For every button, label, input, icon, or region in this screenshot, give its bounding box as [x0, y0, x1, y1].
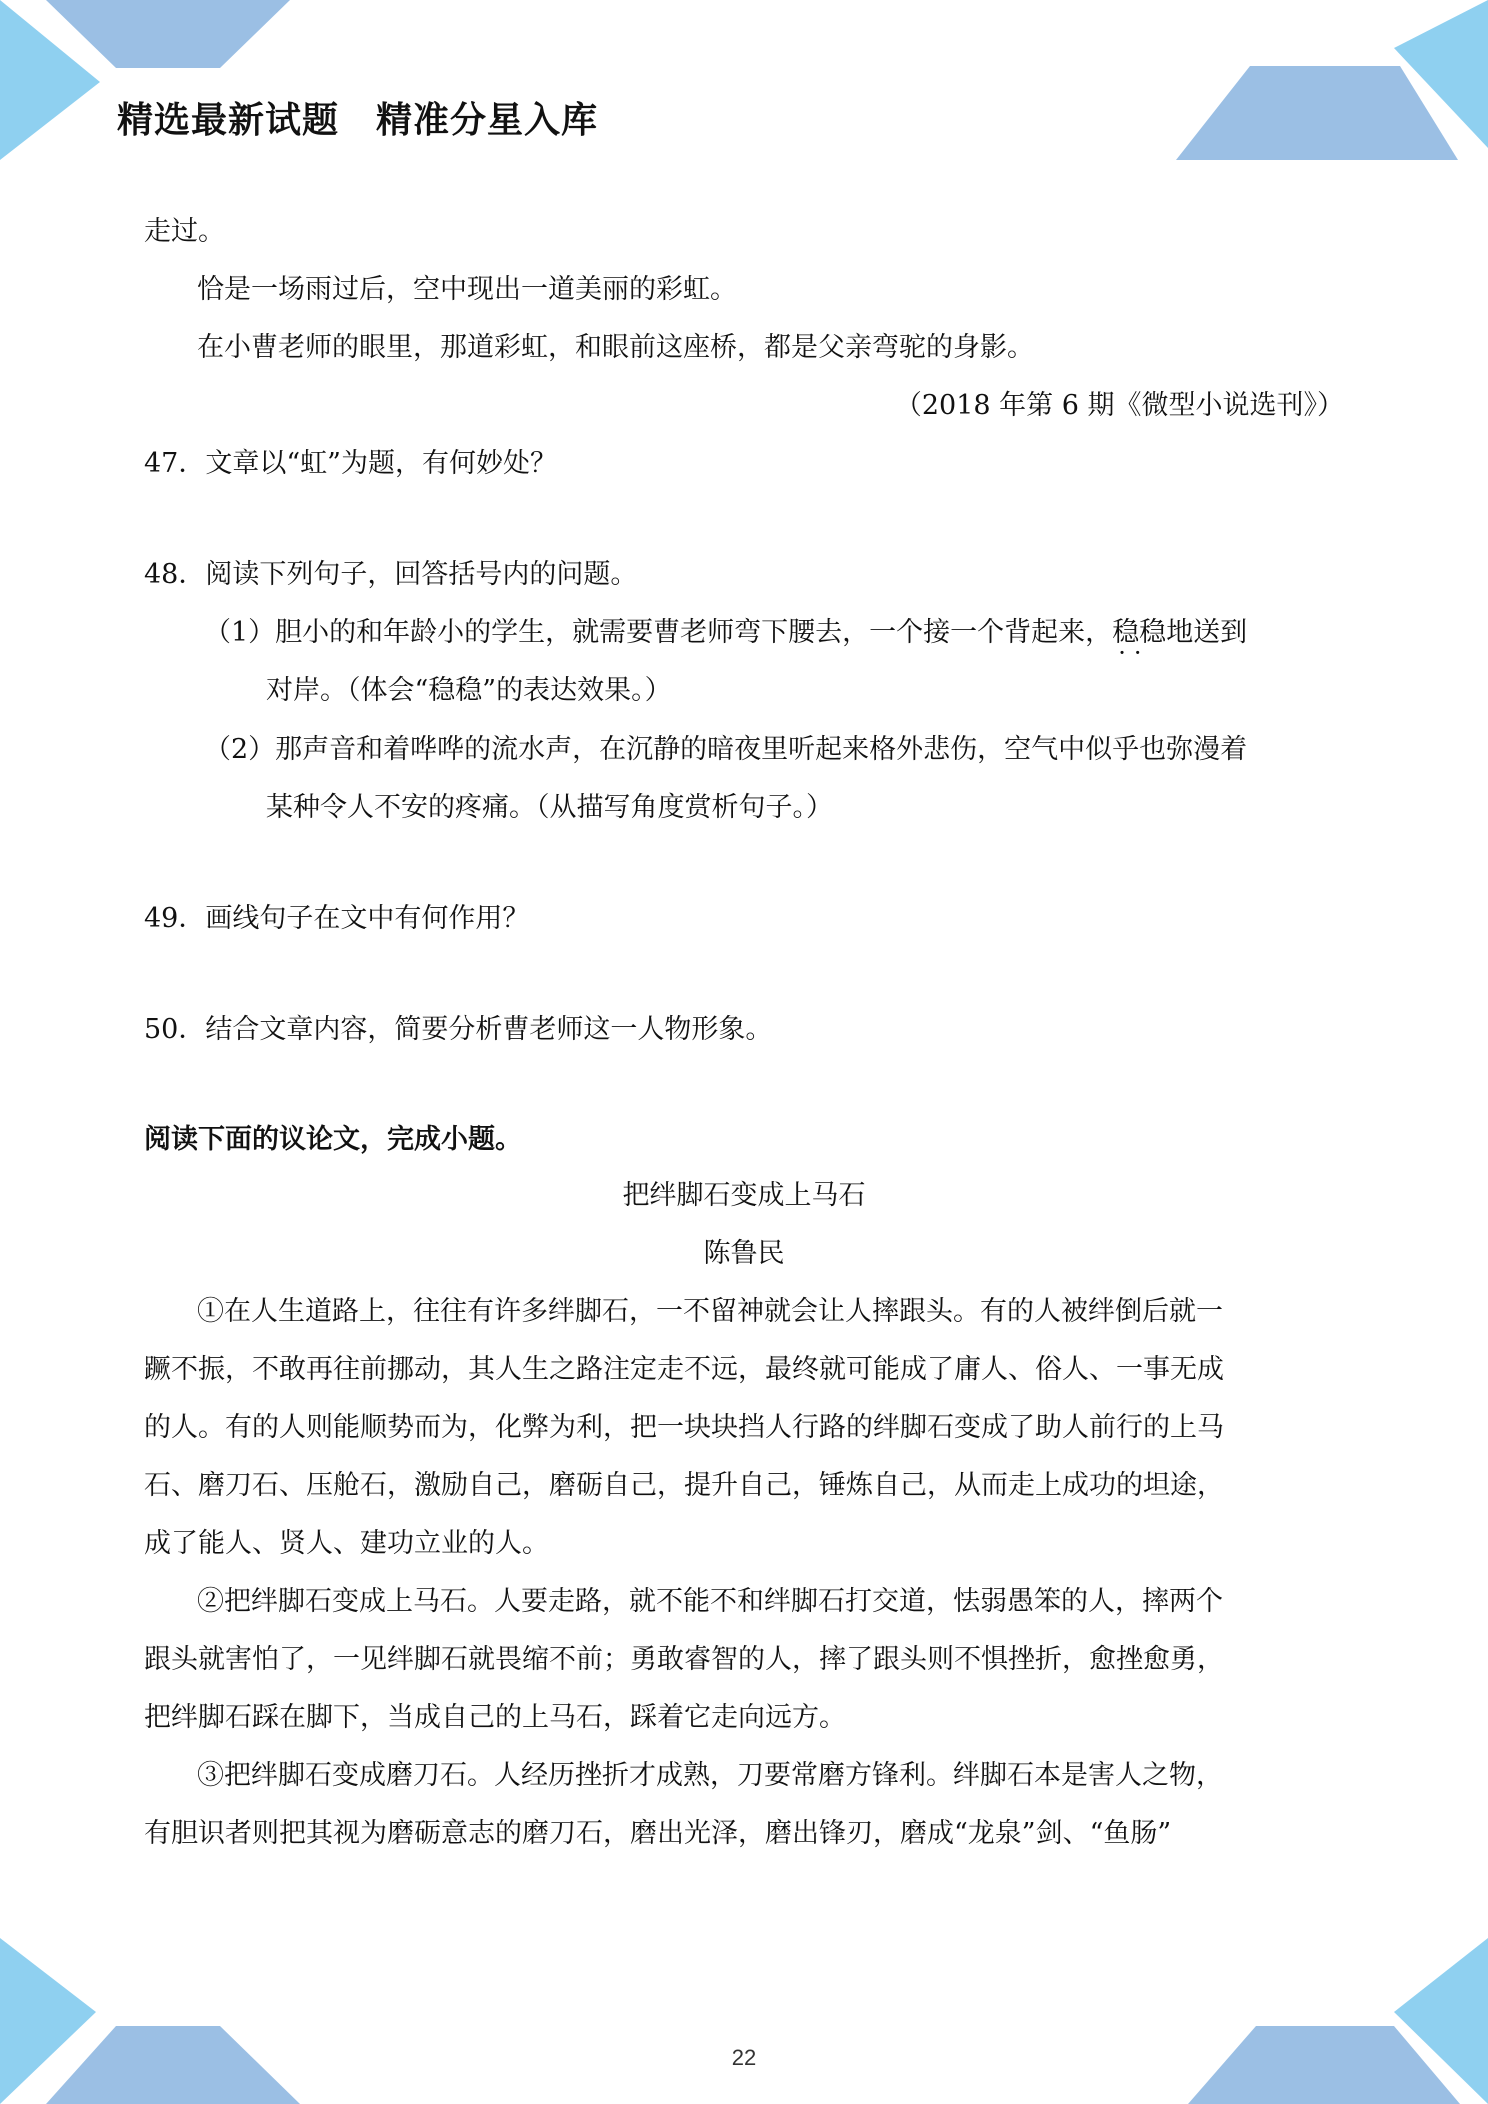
top-left-trapezoid	[46, 0, 290, 68]
question-50: 50．结合文章内容，简要分析曹老师这一人物形象。	[144, 1014, 773, 1045]
question-48-2-line-1: （2）那声音和着哗哗的流水声，在沉静的暗夜里听起来格外悲伤，空气中似乎也弥漫着	[204, 734, 1248, 765]
paragraph-1-line: 石、磨刀石、压舱石，激励自己，磨砺自己，提升自己，锤炼自己，从而走上成功的坦途，	[144, 1470, 1224, 1501]
header-title: 精选最新试题 精准分星入库	[117, 100, 599, 141]
q48-1-post: 地送到	[1166, 617, 1248, 648]
paragraph-2-line: 把绊脚石踩在脚下，当成自己的上马石，踩着它走向远方。	[144, 1702, 846, 1733]
paragraph-3-line: ③把绊脚石变成磨刀石。人经历挫折才成熟，刀要常磨方锋利。绊脚石本是害人之物，	[197, 1760, 1223, 1791]
paragraph-1-line: 蹶不振，不敢再往前挪动，其人生之路注定走不远，最终就可能成了庸人、俗人、一事无成	[144, 1354, 1224, 1385]
question-48-1-line-1	[204, 613, 1247, 653]
question-48-1-line-2: 对岸。（体会“稳稳”的表达效果。）	[266, 675, 672, 706]
question-47: 47．文章以“虹”为题，有何妙处？	[144, 448, 557, 479]
essay-title: 把绊脚石变成上马石	[622, 1180, 866, 1211]
paragraph-1-line: 的人。有的人则能顺势而为，化弊为利，把一块块挡人行路的绊脚石变成了助人前行的上马	[144, 1412, 1224, 1443]
paragraph-1-line: ①在人生道路上，往往有许多绊脚石，一不留神就会让人摔跟头。有的人被绊倒后就一	[197, 1296, 1223, 1327]
top-right-trapezoid	[1176, 66, 1458, 160]
page-number: 22	[731, 2045, 757, 2070]
paragraph-1-line: 成了能人、贤人、建功立业的人。	[144, 1528, 549, 1559]
story-line-3: 在小曹老师的眼里，那道彩虹，和眼前这座桥，都是父亲弯驼的身影。	[197, 332, 1034, 363]
question-49: 49．画线句子在文中有何作用？	[144, 903, 530, 934]
source-citation: （2018 年第 6 期《微型小说选刊》）	[894, 390, 1344, 421]
story-line-1: 走过。	[144, 216, 225, 247]
paragraph-2-line: ②把绊脚石变成上马石。人要走路，就不能不和绊脚石打交道，怯弱愚笨的人，摔两个	[197, 1586, 1223, 1617]
story-line-2: 恰是一场雨过后，空中现出一道美丽的彩虹。	[197, 274, 737, 305]
question-48: 48．阅读下列句子，回答括号内的问题。	[144, 559, 638, 590]
section-instruction: 阅读下面的议论文，完成小题。	[144, 1124, 522, 1155]
q48-1-pre: （1）胆小的和年龄小的学生，就需要曹老师弯下腰去，一个接一个背起来，	[204, 617, 1113, 648]
emphasized-word: 稳稳 ··	[1112, 617, 1166, 648]
paragraph-2-line: 跟头就害怕了，一见绊脚石就畏缩不前；勇敢睿智的人，摔了跟头则不惧挫折，愈挫愈勇，	[144, 1644, 1224, 1675]
question-48-2-line-2: 某种令人不安的疼痛。（从描写角度赏析句子。）	[266, 792, 833, 823]
essay-author: 陈鲁民	[703, 1238, 785, 1269]
paragraph-3-line: 有胆识者则把其视为磨砺意志的磨刀石，磨出光泽，磨出锋刃，磨成“龙泉”剑、“鱼肠”	[144, 1818, 1172, 1849]
